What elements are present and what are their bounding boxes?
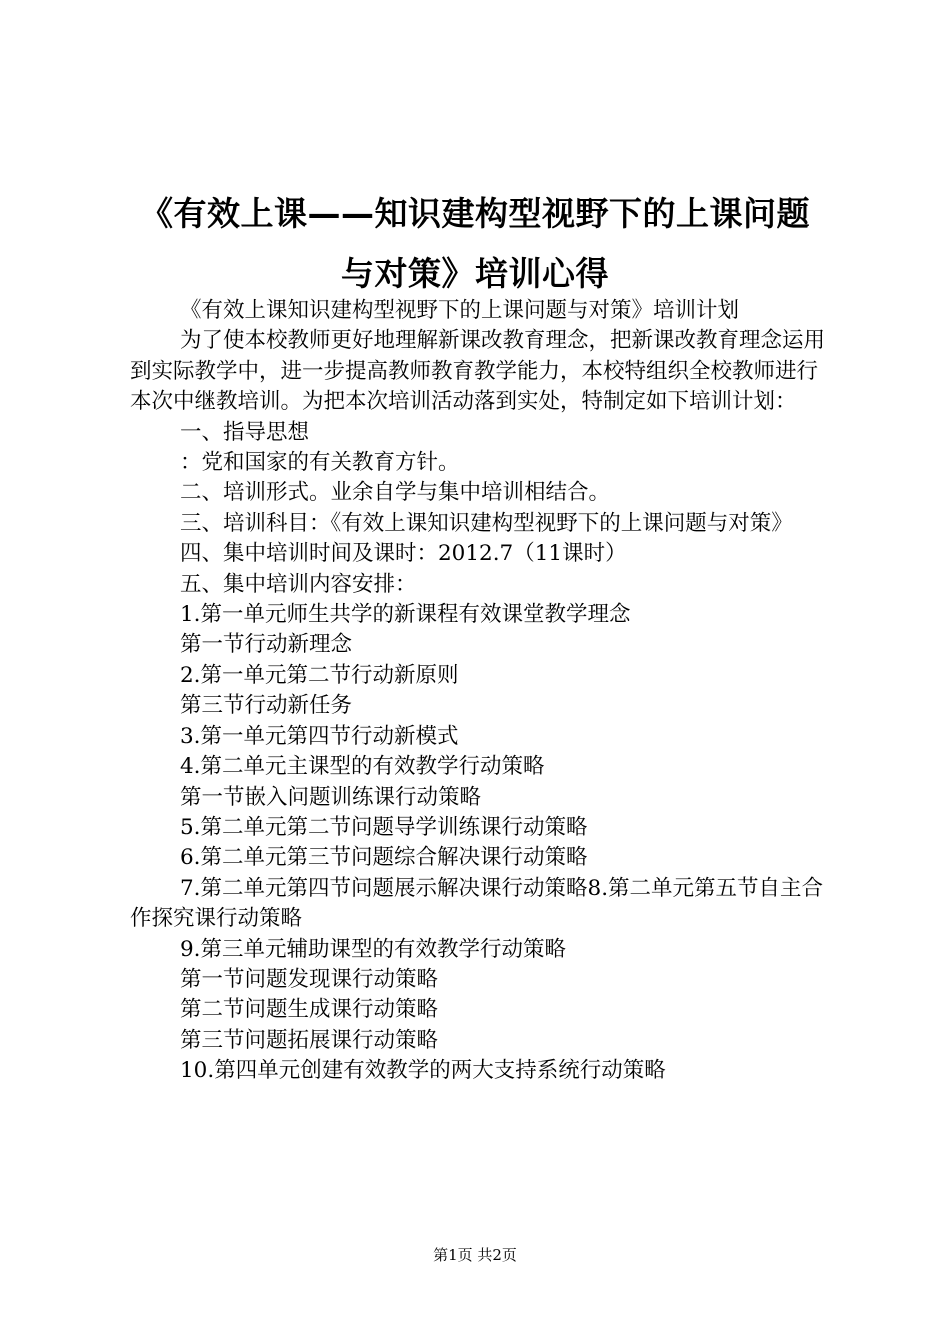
list-item: 6.第二单元第三节问题综合解决课行动策略 bbox=[180, 845, 588, 871]
body-paragraph: 为了使本校教师更好地理解新课改教育理念，把新课改教育理念运用到实际教学中，进一步提高教师教育教学能力，本校特组织全校教师进行本次中继教培训。为把本次培训活动落到实处，特制定如下培训计划： bbox=[130, 328, 826, 415]
list-item: 4.第二单元主课型的有效教学行动策略 bbox=[180, 754, 545, 780]
body-paragraph: 四、集中培训时间及课时：2012.7（11课时） bbox=[180, 541, 627, 567]
page-footer: 第1页 共2页 bbox=[433, 1246, 517, 1264]
list-item: 5.第二单元第二节问题导学训练课行动策略 bbox=[180, 814, 588, 840]
list-item: 第一节问题发现课行动策略 bbox=[180, 966, 439, 992]
list-item: 1.第一单元师生共学的新课程有效课堂教学理念 bbox=[180, 602, 631, 628]
document-title-line-1: 《有效上课——知识建构型视野下的上课问题 bbox=[140, 194, 810, 233]
body-paragraph: ：党和国家的有关教育方针。 bbox=[180, 450, 460, 476]
list-item: 第三节行动新任务 bbox=[180, 693, 353, 719]
list-item: 第一节行动新理念 bbox=[180, 632, 353, 658]
list-item: 第一节嵌入问题训练课行动策略 bbox=[180, 784, 482, 810]
list-item: 2.第一单元第二节行动新原则 bbox=[180, 662, 459, 688]
body-paragraph: 五、集中培训内容安排： bbox=[180, 571, 417, 597]
document-title-line-2: 与对策》培训心得 bbox=[341, 254, 609, 293]
body-paragraph: 三、培训科目：《有效上课知识建构型视野下的上课问题与对策》 bbox=[180, 510, 793, 536]
list-item: 3.第一单元第四节行动新模式 bbox=[180, 723, 459, 749]
document-body bbox=[130, 296, 830, 1087]
body-paragraph: 一、指导思想 bbox=[180, 419, 310, 445]
body-paragraph: 二、培训形式。业余自学与集中培训相结合。 bbox=[180, 480, 611, 506]
list-item: 第三节问题拓展课行动策略 bbox=[180, 1027, 439, 1053]
list-item: 7.第二单元第四节问题展示解决课行动策略8.第二单元第五节自主合作探究课行动策略 bbox=[130, 875, 824, 932]
body-paragraph: 《有效上课知识建构型视野下的上课问题与对策》培训计划 bbox=[180, 298, 740, 323]
list-item: 第二节问题生成课行动策略 bbox=[180, 997, 439, 1023]
list-item: 9.第三单元辅助课型的有效教学行动策略 bbox=[180, 936, 567, 962]
list-item: 10.第四单元创建有效教学的两大支持系统行动策略 bbox=[180, 1058, 666, 1084]
